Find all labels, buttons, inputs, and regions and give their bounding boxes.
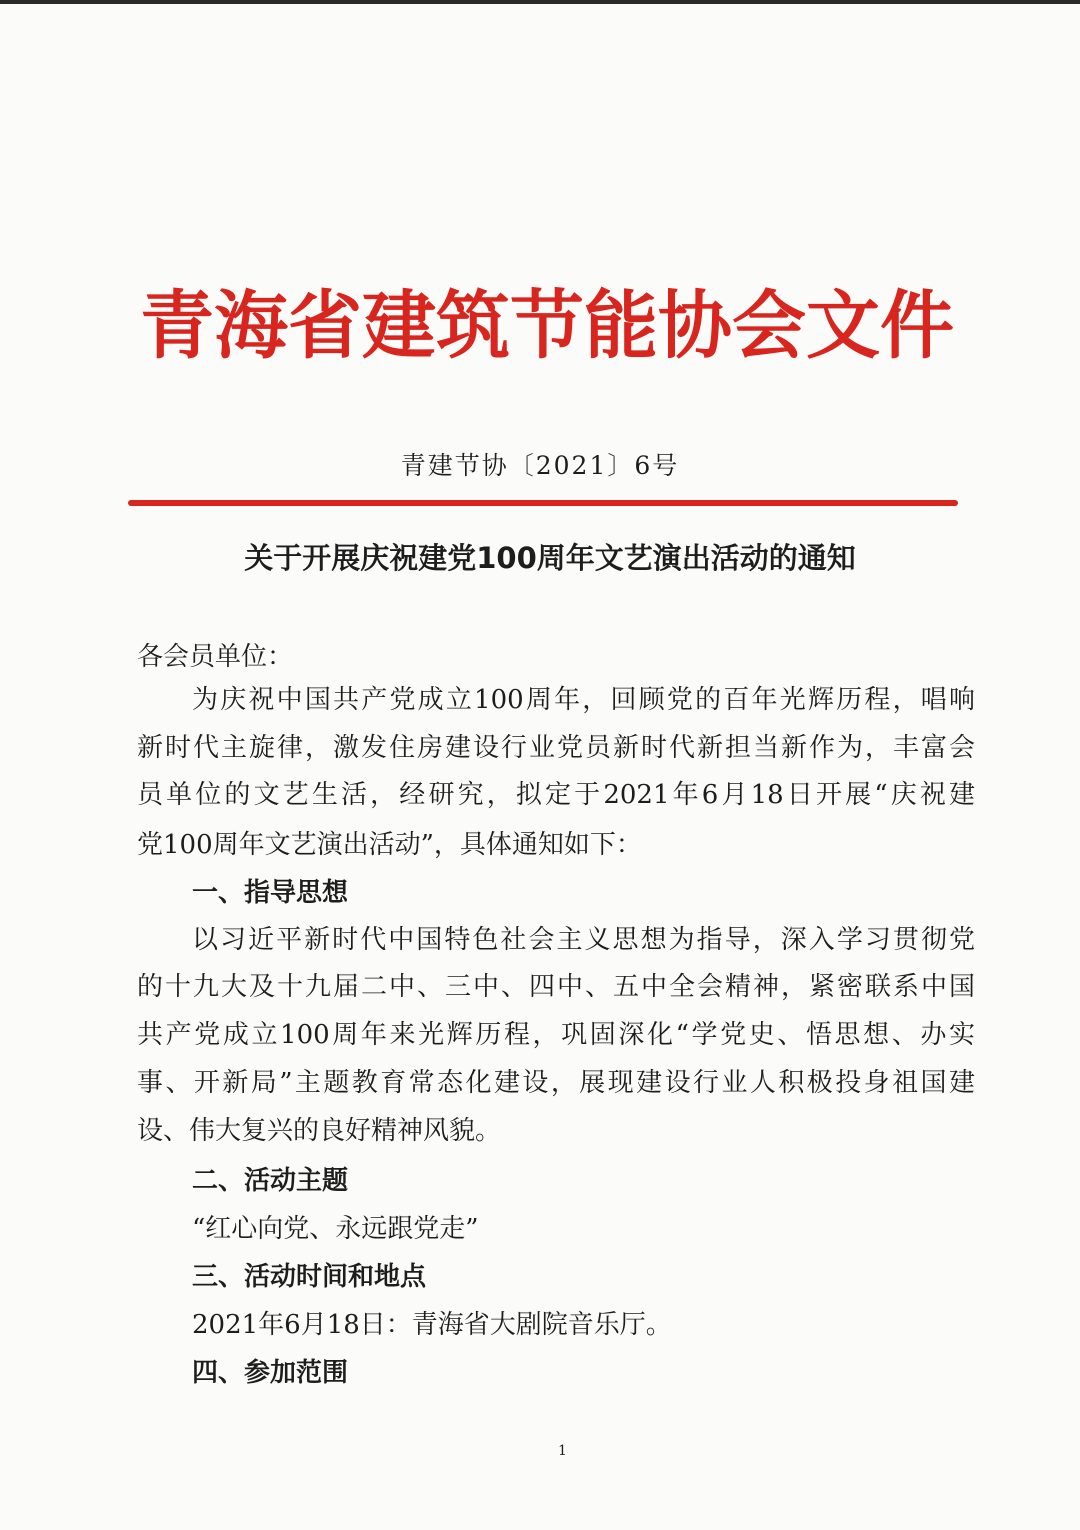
section-line: 事、开新局”主题教育常态化建设，展现建设行业人积极投身祖国建 — [137, 1068, 975, 1098]
section-text: “红心向党、永远跟党走” — [192, 1214, 479, 1244]
scan-edge — [0, 0, 1080, 4]
notice-heading: 关于开展庆祝建党100周年文艺演出活动的通知 — [244, 541, 856, 575]
intro-line: 为庆祝中国共产党成立100周年，回顾党的百年光辉历程，唱响 — [192, 685, 975, 715]
section-line: 以习近平新时代中国特色社会主义思想为指导，深入学习贯彻党 — [192, 925, 975, 955]
intro-line: 新时代主旋律，激发住房建设行业党员新时代新担当新作为，丰富会 — [137, 733, 975, 763]
section-title: 二、活动主题 — [192, 1166, 349, 1196]
section-line: 的十九大及十九届二中、三中、四中、五中全会精神，紧密联系中国 — [137, 972, 975, 1002]
section-text: 2021年6月18日：青海省大剧院音乐厅。 — [192, 1310, 672, 1340]
section-title: 一、指导思想 — [192, 878, 349, 908]
salutation: 各会员单位： — [137, 642, 294, 672]
section-line: 设、伟大复兴的良好精神风貌。 — [137, 1116, 502, 1146]
page-number: 1 — [558, 1443, 567, 1459]
document-title: 青海省建筑节能协会文件 — [140, 283, 954, 369]
document-number: 青建节协〔2021〕6号 — [400, 451, 680, 480]
section-line: 共产党成立100周年来光辉历程，巩固深化“学党史、悟思想、办实 — [137, 1020, 975, 1050]
intro-line: 员单位的文艺生活，经研究，拟定于2021年6月18日开展“庆祝建 — [137, 780, 975, 810]
section-title: 四、参加范围 — [192, 1358, 349, 1388]
intro-line: 党100周年文艺演出活动”，具体通知如下： — [137, 830, 642, 860]
section-title: 三、活动时间和地点 — [192, 1262, 427, 1292]
red-divider — [128, 500, 958, 506]
